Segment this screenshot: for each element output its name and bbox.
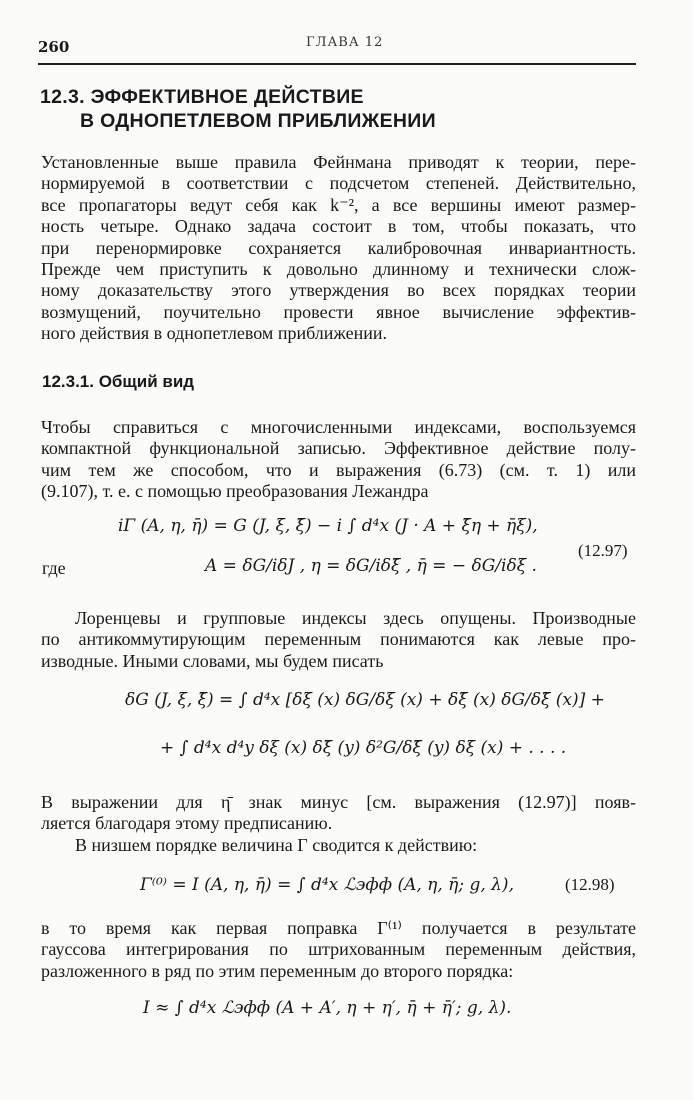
paragraph-minus-sign <box>41 792 636 835</box>
header-rule <box>38 63 636 65</box>
equation-number-12-98: (12.98) <box>565 875 615 894</box>
text-line: Установленные выше правила Фейнмана приводят к теории, пере- <box>41 152 636 172</box>
text-line: Чтобы справиться с многочисленными индексами, воспользуемся <box>41 417 636 437</box>
paragraph-legendre <box>41 417 636 503</box>
text-line: гауссова интегрирования по штрихованным переменным действия, <box>41 939 636 960</box>
equation-number-12-97: (12.97) <box>578 541 628 560</box>
intro-paragraph <box>41 152 636 345</box>
text-line: возмущений, поучительно провести явное вычисление эффектив- <box>41 301 636 322</box>
chapter-label: ГЛАВА 12 <box>306 35 384 50</box>
text-line: Лоренцевы и групповые индексы здесь опущены. Производные <box>75 608 636 628</box>
text-line: (9.107), т. е. с помощью преобразования Лежандра <box>41 481 429 502</box>
text-line: В низшем порядке величина Γ сводится к действию: <box>75 835 478 855</box>
equation-12-97-line1: iΓ (A, η, η̄) = G (J, ξ, ξ̄) − i ∫ d⁴x (J · A + ξ̄η + η̄ξ), <box>118 516 538 536</box>
paragraph-lowest-order <box>41 835 636 856</box>
section-title-line2: В ОДНОПЕТЛЕВОМ ПРИБЛИЖЕНИИ <box>80 110 436 132</box>
equation-expansion: I ≈ ∫ d⁴x ℒэфф (A + A′, η + η′, η̄ + η̄′; g, λ). <box>143 998 512 1018</box>
section-title-line1: 12.3. ЭФФЕКТИВНОЕ ДЕЙСТВИЕ <box>40 86 364 108</box>
paragraph-first-correction <box>41 918 636 982</box>
text-line: ному доказательству этого утверждения во всех порядках теории <box>41 280 636 301</box>
text-line: при перенормировке сохраняется калибровочная инвариантность. <box>41 237 636 258</box>
text-line: по антикоммутирующим переменным понимаются как левые про- <box>41 629 636 650</box>
text-line: Прежде чем приступить к довольно длинному и технически слож- <box>41 259 636 280</box>
text-line: ного действия в однопетлевом приближении. <box>41 323 387 344</box>
text-line: ляется благодаря этому предписанию. <box>41 813 333 834</box>
text-line: нормируемой в соответствии с подсчетом степеней. Действительно, <box>41 173 636 194</box>
text-line: чим тем же способом, что и выражения (6.73) (см. т. 1) или <box>41 459 636 480</box>
paragraph-left-derivatives <box>41 608 636 672</box>
text-line: все пропагаторы ведут себя как k⁻², а все вершины имеют размер- <box>41 194 636 215</box>
where-word: где <box>42 558 66 578</box>
text-line: компактной функциональной записью. Эффективное действие полу- <box>41 438 636 459</box>
text-line: ность четыре. Однако задача состоит в том, чтобы показать, что <box>41 216 636 237</box>
text-line: В выражении для η̄ знак минус [см. выражения (12.97)] появ- <box>41 792 636 812</box>
running-head <box>38 35 636 60</box>
equation-12-98: Γ⁽⁰⁾ = I (A, η, η̄) = ∫ d⁴x ℒэфф (A, η, η̄; g, λ), <box>140 875 514 895</box>
equation-delta-g-line2: + ∫ d⁴x d⁴y δξ (x) δξ̄ (y) δ²G/δξ̄ (y) δξ (x) + . . . . <box>160 738 567 758</box>
equation-12-97-line2: A = δG/iδJ , η = δG/iδξ̄ , η̄ = − δG/iδξ . <box>205 556 537 576</box>
equation-delta-g-line1: δG (J, ξ, ξ̄) = ∫ d⁴x [δξ (x) δG/δξ (x) + δξ̄ (x) δG/δξ̄ (x)] + <box>125 690 605 710</box>
text-line: изводные. Иными словами, мы будем писать <box>41 650 384 671</box>
text-line: в то время как первая поправка Γ⁽¹⁾ получается в результате <box>41 918 636 938</box>
subsection-title: 12.3.1. Общий вид <box>42 372 195 391</box>
page-number: 260 <box>38 38 70 56</box>
text-line: разложенного в ряд по этим переменным до второго порядка: <box>41 960 514 981</box>
